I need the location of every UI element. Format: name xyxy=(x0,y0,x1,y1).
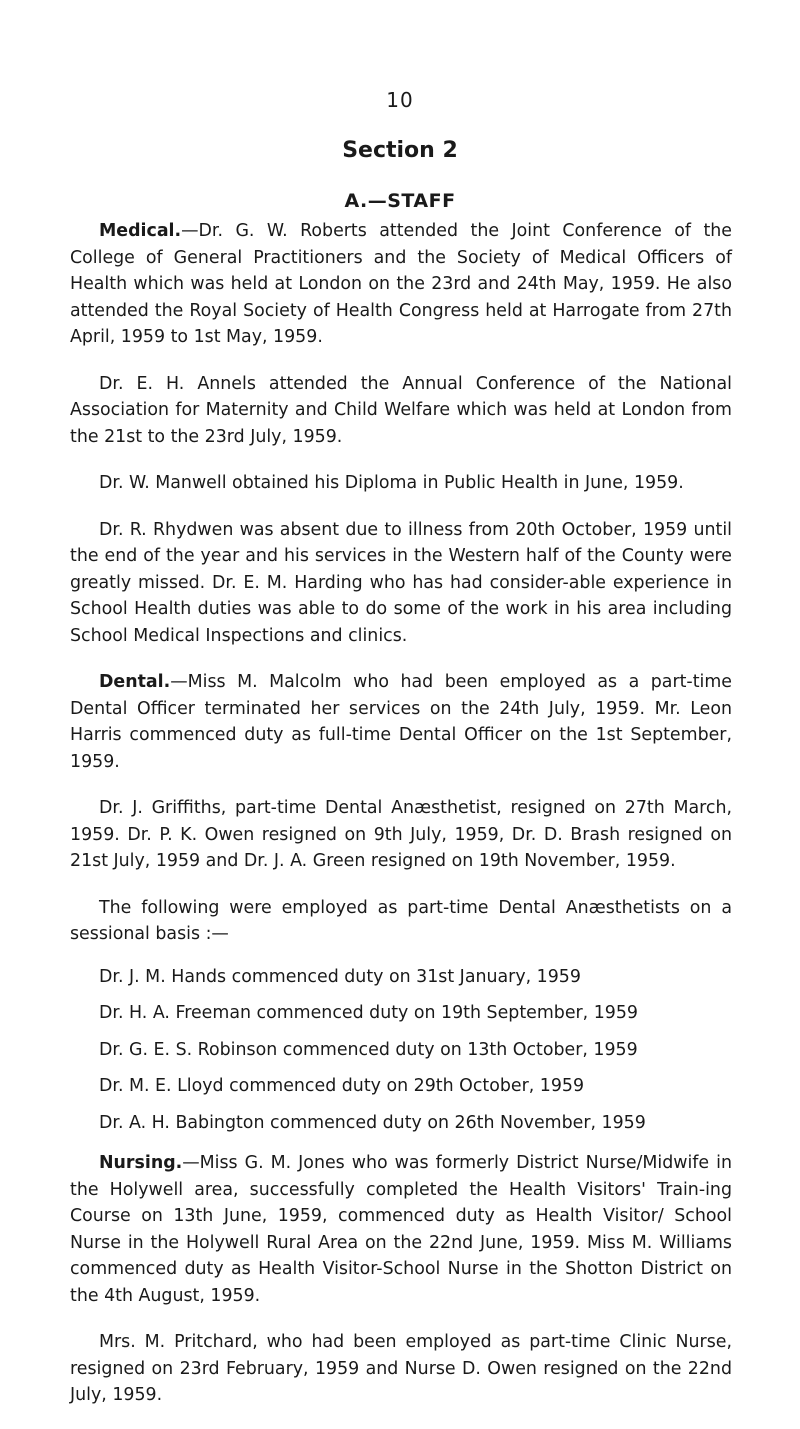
anaesthetists-list xyxy=(70,964,732,1137)
body-text xyxy=(70,218,732,1429)
dental-heading: Dental. xyxy=(99,672,171,692)
dental-text: —Miss M. Malcolm who had been employed as a part-time Dental Officer terminated her services on the 24th July, 1959. Mr. Leon Harris commenced duty as full-time Dental Officer on the 1st September, 1959. xyxy=(70,672,732,772)
list-item: Dr. M. E. Lloyd commenced duty on 29th October, 1959 xyxy=(99,1076,585,1096)
following-paragraph: The following were employed as part-time Dental Anæsthetists on a sessional basis :— xyxy=(70,897,732,944)
nursing-heading: Nursing. xyxy=(99,1153,183,1173)
list-item: Dr. G. E. S. Robinson commenced duty on 13th October, 1959 xyxy=(99,1039,638,1060)
medical-paragraph xyxy=(70,218,732,351)
list-item: Dr. J. M. Hands commenced duty on 31st January, 1959 xyxy=(99,966,581,987)
medical-heading: Medical. xyxy=(99,221,182,241)
medical-text: —Dr. G. W. Roberts attended the Joint Conference of the College of General Practitioners and the Society of Medical Officers of Health which was held at London on the 23rd and 24th May, 1959. He also attended the Royal Society of Health Congress held at Harrogate from 27th April, 1959 to 1st May, 1959. xyxy=(70,221,732,347)
list-item: Dr. H. A. Freeman commenced duty on 19th September, 1959 xyxy=(99,1003,638,1023)
dental-paragraph xyxy=(70,669,732,775)
pritchard-paragraph: Mrs. M. Pritchard, who had been employed as part-time Clinic Nurse, resigned on 23rd February, 1959 and Nurse D. Owen resigned on the 22nd July, 1959. xyxy=(70,1332,732,1405)
rhydwen-paragraph: Dr. R. Rhydwen was absent due to illness from 20th October, 1959 until the end of the year and his services in the Western half of the County were greatly missed. Dr. E. M. Harding who has had consider-able experience in School Health duties was able to do some of the work in his area including School Medical Inspections and clinics. xyxy=(70,519,732,646)
section-title: Section 2 xyxy=(342,138,458,163)
manwell-paragraph: Dr. W. Manwell obtained his Diploma in Public Health in June, 1959. xyxy=(99,473,684,493)
page-number: 10 xyxy=(386,88,414,112)
nursing-text: —Miss G. M. Jones who was formerly District Nurse/Midwife in the Holywell area, successfully completed the Health Visitors' Train-ing Course on 13th June, 1959, commenced duty as Health Visitor/ School Nurse in the Holywell Rural Area on the 22nd June, 1959. Miss M. Williams commenced duty as Health Visitor-School Nurse in the Shotton District on the 4th August, 1959. xyxy=(70,1153,732,1306)
nursing-paragraph xyxy=(70,1150,732,1309)
staff-subtitle: A.—STAFF xyxy=(344,190,456,212)
list-item: Dr. A. H. Babington commenced duty on 26th November, 1959 xyxy=(99,1112,646,1133)
griffiths-paragraph: Dr. J. Griffiths, part-time Dental Anæsthetist, resigned on 27th March, 1959. Dr. P. K. Owen resigned on 9th July, 1959, Dr. D. Brash resigned on 21st July, 1959 and Dr. J. A. Green resigned on 19th November, 1959. xyxy=(70,798,732,871)
annels-paragraph: Dr. E. H. Annels attended the Annual Conference of the National Association for Maternity and Child Welfare which was held at London from the 21st to the 23rd July, 1959. xyxy=(70,373,732,447)
